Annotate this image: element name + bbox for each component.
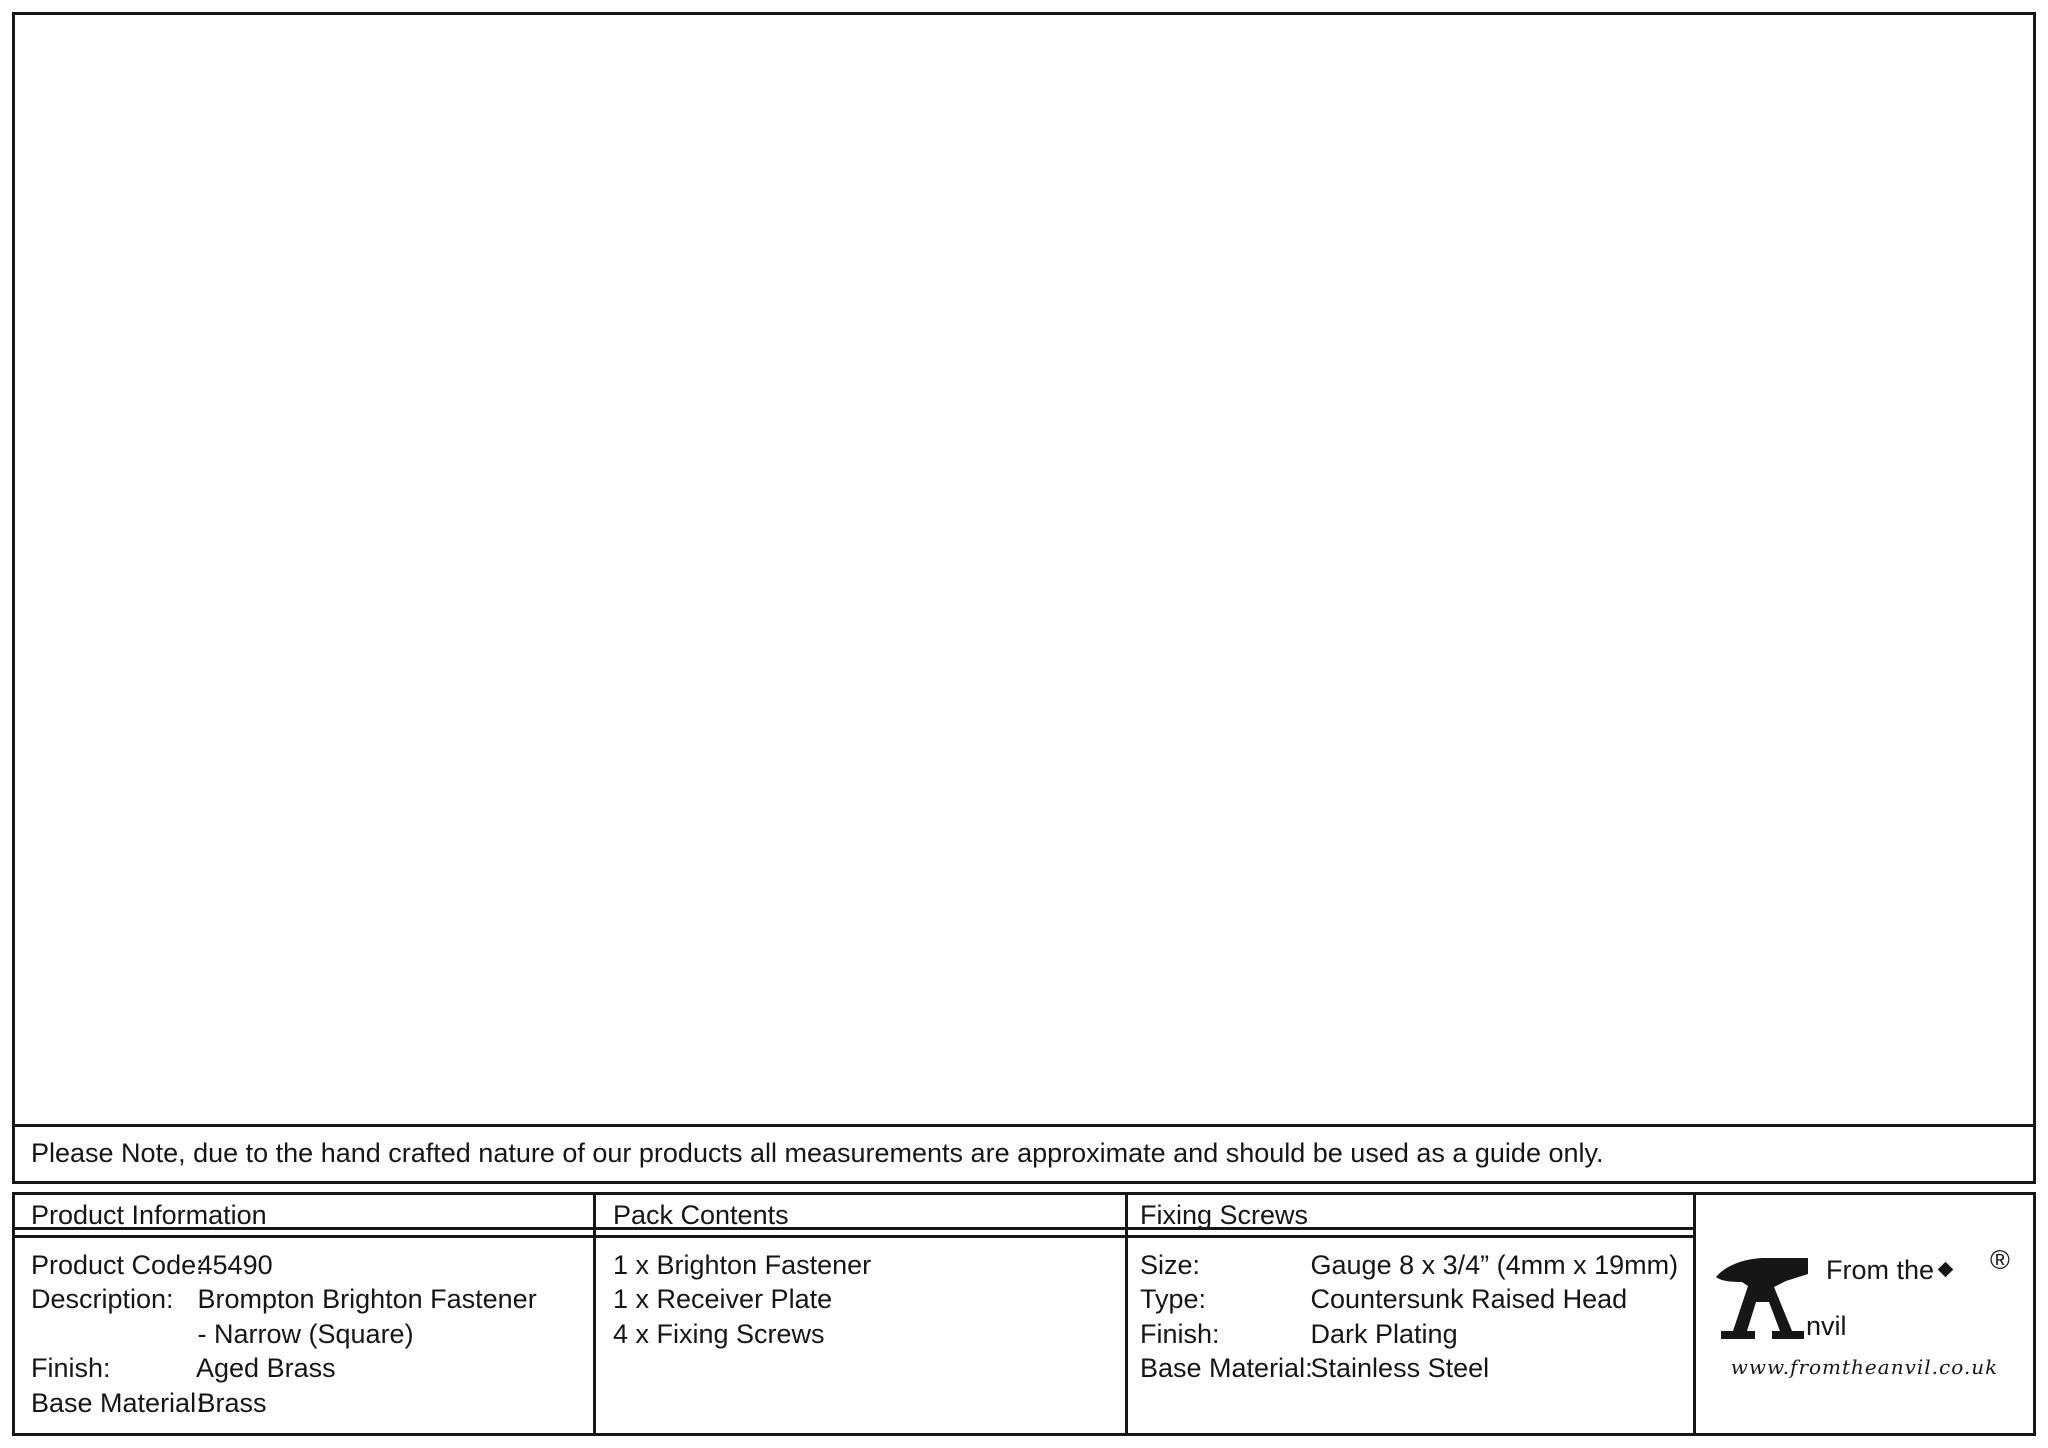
row-label: Product Code: [31,1250,204,1280]
header-underline-2 [15,1235,1696,1238]
brand-name: nvil [1806,1311,1847,1341]
row-label: Base Material: [31,1388,204,1418]
brand-logo [1696,1195,2033,1433]
header-underline-1 [15,1227,1696,1230]
row-value: Gauge 8 x 3/4” (4mm x 19mm) [1310,1250,1679,1280]
row-value: Stainless Steel [1310,1353,1490,1383]
table-row [31,1353,336,1384]
registered-mark: ® [1990,1247,2010,1275]
table-row [1140,1284,1627,1315]
table-row [31,1388,267,1419]
row-label: Base Material: [1140,1353,1313,1383]
row-value: Dark Plating [1310,1319,1458,1349]
row-value: Brass [197,1388,267,1418]
header-pack-contents: Pack Contents [613,1200,789,1230]
anvil-logo [1714,1247,2014,1347]
table-row [1140,1319,1458,1350]
column-divider-1 [593,1195,596,1433]
table-row [1140,1353,1489,1384]
drawing-frame [12,12,2036,1184]
diamond-glyph [1938,1262,1954,1278]
column-divider-2 [1125,1195,1128,1433]
pack-item: 4 x Fixing Screws [613,1319,825,1349]
row-label: Finish: [31,1353,111,1383]
note-divider [15,1124,2033,1127]
table-row [1140,1250,1678,1281]
row-value: - Narrow (Square) [197,1319,414,1349]
row-label: Finish: [1140,1319,1220,1349]
row-label: Size: [1140,1250,1201,1280]
table-row [31,1250,273,1281]
table-row [31,1319,414,1350]
row-label: Description: [31,1284,174,1314]
row-value: Aged Brass [196,1353,336,1383]
anvil-icon [1716,1258,1808,1339]
row-label: Type: [1140,1284,1207,1314]
header-fixing-screws: Fixing Screws [1140,1200,1309,1230]
measurement-note: Please Note, due to the hand crafted nature of our products all measurements are approximate and should be used as a guide only. [31,1138,1604,1168]
row-value: 45490 [197,1250,273,1280]
spec-table [12,1192,2036,1436]
pack-item: 1 x Receiver Plate [613,1284,833,1314]
row-value: Countersunk Raised Head [1310,1284,1628,1314]
brand-url: www.fromtheanvil.co.uk [1730,1355,1999,1379]
brand-prefix: From the [1826,1255,1935,1285]
header-product-information: Product Information [31,1200,267,1230]
row-value: Brompton Brighton Fastener [197,1284,537,1314]
pack-item: 1 x Brighton Fastener [613,1250,872,1280]
table-row [31,1284,537,1315]
